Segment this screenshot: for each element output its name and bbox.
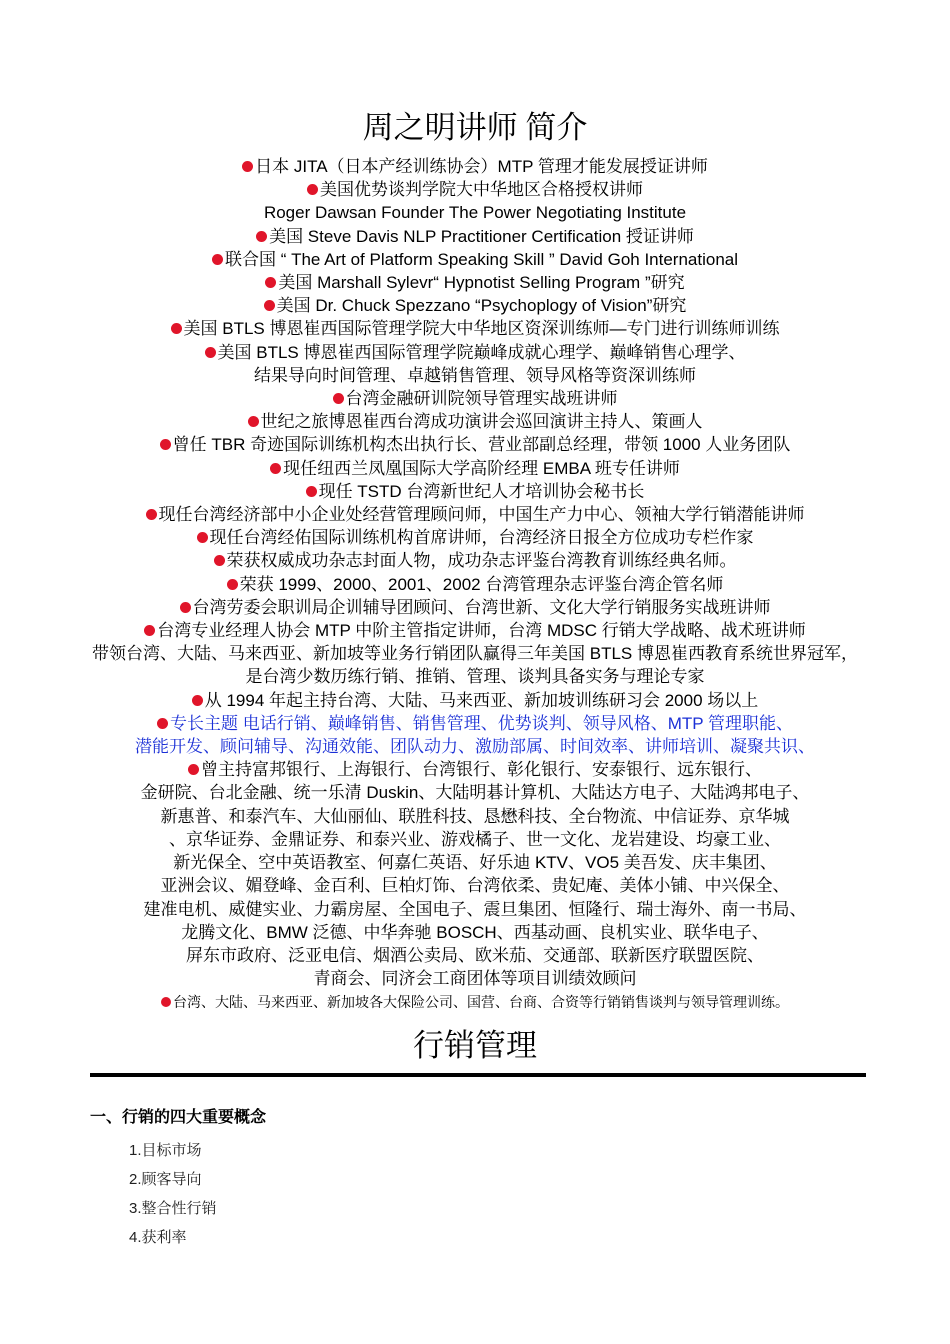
page-title: 周之明讲师 简介: [362, 110, 588, 145]
bio-line-text: 现任台湾经济部中小企业处经营管理顾问师，中国生产力中心、领袖大学行销潜能讲师: [158, 505, 805, 525]
bio-line: [20, 317, 930, 340]
bio-line-text: 日本 JITA（日本产经训练协会）MTP 管理才能发展授证讲师: [255, 157, 708, 176]
list-item: 2.顾客导向: [129, 1171, 202, 1188]
bio-line-text: 荣获 1999、2000、2001、2002 台湾管理杂志评鉴台湾企管名师: [239, 574, 724, 594]
bio-line-text: 美国 Steve Davis NLP Practitioner Certification 授证讲师: [269, 226, 694, 246]
bio-line: [20, 898, 930, 921]
red-bullet-icon: [160, 439, 171, 450]
bio-line: [20, 433, 930, 456]
red-bullet-icon: [171, 323, 182, 334]
training-note: [0, 992, 950, 1012]
bio-line: [20, 874, 930, 897]
bio-line: [20, 155, 930, 178]
bio-line-text: 结果导向时间管理、卓越销售管理、领导风格等资深训练师: [254, 365, 696, 385]
red-bullet-icon: [264, 300, 275, 311]
red-bullet-icon: [333, 393, 344, 404]
red-bullet-icon: [227, 579, 238, 590]
red-bullet-icon: [248, 416, 259, 427]
red-bullet-icon: [188, 764, 199, 775]
bio-line: [20, 921, 930, 944]
bio-line-text: 美国 BTLS 博恩崔西国际管理学院巅峰成就心理学、巅峰销售心理学、: [217, 342, 746, 362]
bio-line-text: 新惠普、和泰汽车、大仙丽仙、联胜科技、恳懋科技、全台物流、中信证券、京华城: [160, 806, 790, 826]
bio-line: [20, 526, 930, 549]
bio-line-text: 曾任 TBR 奇迹国际训练机构杰出执行长、营业部副总经理，带领 1000 人业务团队: [172, 435, 791, 455]
red-bullet-icon: [192, 695, 203, 706]
bio-line-text: 金研院、台北金融、统一乐清 Duskin、大陆明碁计算机、大陆达方电子、大陆鸿邦电子、: [140, 783, 810, 803]
bio-line: [20, 851, 930, 874]
bio-line-text: Roger Dawsan Founder The Power Negotiating Institute: [263, 203, 687, 223]
bio-line: [20, 712, 930, 735]
bio-line: [20, 387, 930, 410]
red-bullet-icon: [180, 602, 191, 613]
bio-line: [20, 573, 930, 596]
section-divider: [90, 1073, 866, 1077]
bio-line-text: 现任台湾经佑国际训练机构首席讲师，台湾经济日报全方位成功专栏作家: [209, 528, 754, 548]
bio-line: [20, 828, 930, 851]
bio-line-text: 、京华证券、金鼎证券、和泰兴业、游戏橘子、世一文化、龙岩建设、均豪工业、: [169, 829, 781, 849]
bio-line: [20, 735, 930, 758]
bio-line: [20, 178, 930, 201]
bio-line: [20, 549, 930, 572]
bio-line-text: 潜能开发、顾问辅导、沟通效能、团队动力、激励部属、时间效率、讲师培训、凝聚共识、: [135, 737, 815, 757]
red-bullet-icon: [205, 347, 216, 358]
bio-line: [20, 225, 930, 248]
red-bullet-icon: [144, 625, 155, 636]
bio-line: [20, 248, 930, 271]
bio-line-text: 美国优势谈判学院大中华地区合格授权讲师: [320, 180, 643, 200]
bio-line-text: 新光保全、空中英语教室、何嘉仁英语、好乐迪 KTV、VO5 美吾发、庆丰集团、: [173, 853, 777, 873]
bio-line-text: 联合国 “ The Art of Platform Speaking Skill ” David Goh International: [224, 249, 739, 269]
list-item: 4.获利率: [129, 1229, 187, 1246]
red-bullet-icon: [197, 532, 208, 543]
red-bullet-icon: [212, 254, 223, 265]
bio-line: [20, 341, 930, 364]
bio-line-text: 台湾劳委会职训局企训辅导团顾问、台湾世新、文化大学行销服务实战班讲师: [192, 597, 771, 617]
bio-line-text: 美国 Marshall Sylevr“ Hypnotist Selling Program ”研究: [278, 273, 685, 293]
bio-line-text: 世纪之旅博恩崔西台湾成功演讲会巡回演讲主持人、策画人: [260, 412, 703, 432]
bio-line: [20, 480, 930, 503]
red-bullet-icon: [307, 184, 318, 195]
bio-line-text: 台湾金融研训院领导管理实战班讲师: [345, 389, 618, 409]
concepts-list: [129, 1136, 217, 1252]
concepts-heading: 一、行销的四大重要概念: [90, 1109, 267, 1126]
red-bullet-icon: [270, 463, 281, 474]
red-bullet-icon: [256, 231, 267, 242]
bio-line: [20, 596, 930, 619]
bio-line: [20, 758, 930, 781]
bio-line-text: 现任 TSTD 台湾新世纪人才培训协会秘书长: [318, 481, 645, 501]
bio-line: [20, 642, 930, 665]
bio-line-text: 美国 Dr. Chuck Spezzano “Psychoplogy of Vision”研究: [276, 296, 687, 316]
bio-line: [20, 271, 930, 294]
red-bullet-icon: [242, 161, 253, 172]
red-bullet-icon: [146, 509, 157, 520]
bio-line-text: 荣获权威成功杂志封面人物，成功杂志评鉴台湾教育训练经典名师。: [226, 551, 737, 571]
bio-line-text: 青商会、同济会工商团体等项目训绩效顾问: [313, 969, 637, 989]
bio-line-text: 带领台湾、大陆、马来西亚、新加坡等业务行销团队赢得三年美国 BTLS 博恩崔西教育系统世界冠军，: [92, 644, 858, 664]
bio-line-text: 龙腾文化、BMW 泛德、中华奔驰 BOSCH、西基动画、良机实业、联华电子、: [181, 922, 769, 942]
bio-line-text: 亚洲会议、媚登峰、金百利、巨柏灯饰、台湾依柔、贵妃庵、美体小铺、中兴保全、: [160, 876, 790, 896]
bio-line-text: 是台湾少数历练行销、推销、管理、谈判具备实务与理论专家: [245, 667, 705, 687]
bio-line: [20, 410, 930, 433]
section-title: 行销管理: [413, 1028, 537, 1063]
bio-line-text: 专长主题 电话行销、巅峰销售、销售管理、优势谈判、领导风格、MTP 管理职能、: [169, 713, 794, 733]
bio-line: [20, 294, 930, 317]
bio-line-text: 台湾专业经理人协会 MTP 中阶主管指定讲师，台湾 MDSC 行销大学战略、战术班讲师: [157, 621, 806, 641]
bio-line: [20, 457, 930, 480]
red-bullet-icon: [161, 997, 171, 1007]
list-item: 3.整合性行销: [129, 1200, 217, 1217]
bio-line-text: 现任纽西兰凤凰国际大学高阶经理 EMBA 班专任讲师: [283, 458, 680, 478]
red-bullet-icon: [214, 555, 225, 566]
red-bullet-icon: [157, 718, 168, 729]
bio-line-text: 建准电机、威健实业、力霸房屋、全国电子、震旦集团、恒隆行、瑞士海外、南一书局、: [143, 899, 807, 919]
bio-line: [20, 805, 930, 828]
bio-line-text: 曾主持富邦银行、上海银行、台湾银行、彰化银行、安泰银行、远东银行、: [201, 760, 762, 780]
bio-line: [20, 364, 930, 387]
bio-line-text: 屏东市政府、泛亚电信、烟酒公卖局、欧米茄、交通部、联新医疗联盟医院、: [186, 945, 764, 965]
bio-line: [20, 201, 930, 224]
bio-line: [20, 665, 930, 688]
bio-line: [20, 619, 930, 642]
red-bullet-icon: [265, 277, 276, 288]
instructor-bio: [20, 155, 930, 990]
bio-line: [20, 503, 930, 526]
bio-line: [20, 944, 930, 967]
list-item: 1.目标市场: [129, 1142, 202, 1159]
bio-line-text: 美国 BTLS 博恩崔西国际管理学院大中华地区资深训练师—专门进行训练师训练: [183, 319, 780, 339]
red-bullet-icon: [306, 486, 317, 497]
bio-line: [20, 781, 930, 804]
bio-line: [20, 689, 930, 712]
bio-line-text: 从 1994 年起主持台湾、大陆、马来西亚、新加坡训练研习会 2000 场以上: [204, 690, 759, 710]
bio-line: [20, 967, 930, 990]
training-note-text: 台湾、大陆、马来西亚、新加坡各大保险公司、国营、台商、合资等行销销售谈判与领导管理训练。: [173, 994, 789, 1010]
